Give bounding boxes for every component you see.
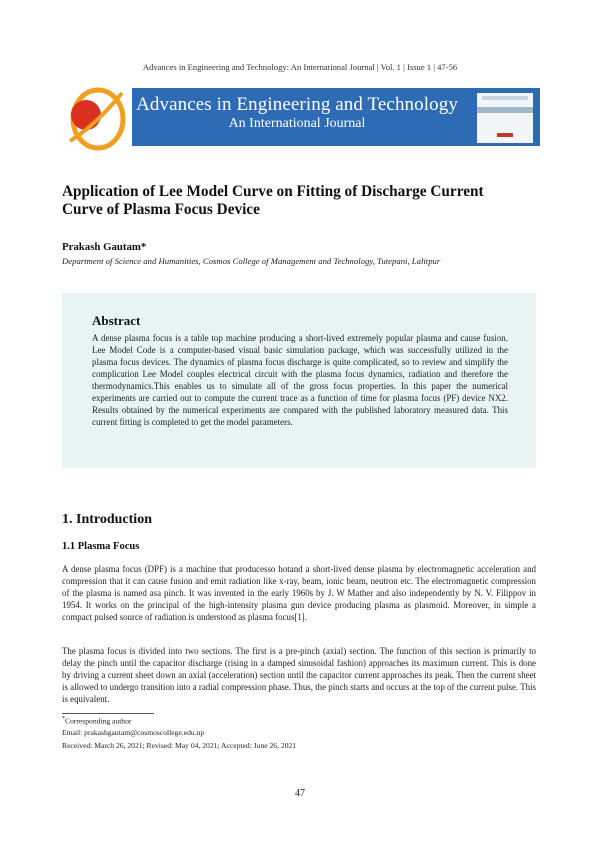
paper-title: Application of Lee Model Curve on Fitting of Discharge Current Curve of Plasma Focus Device (62, 183, 484, 218)
corresponding-author-label: Corresponding author (65, 716, 132, 726)
section-heading: 1. Introduction (62, 512, 152, 527)
journal-subtitle: An International Journal (228, 116, 366, 131)
page-number: 47 (295, 788, 305, 799)
abstract-heading: Abstract (92, 313, 141, 328)
footnote-divider (62, 713, 154, 714)
footnote-email: Email: prakashgautam@cosmoscollege.edu.np (62, 728, 205, 737)
banner-panel (132, 88, 540, 146)
abstract-box (62, 293, 536, 468)
footnote-corresponding (62, 716, 131, 726)
footnote-mark: * (62, 716, 65, 722)
journal-logo-icon (62, 81, 126, 155)
journal-title: Advances in Engineering and Technology (136, 94, 458, 115)
journal-cover-thumbnail (477, 93, 533, 143)
author-affiliation: Department of Science and Humanities, Cosmos College of Management and Technology, Tutepani, Lalitpur (62, 256, 441, 266)
abstract-text: A dense plasma focus is a table top machine producing a short-lived extremely popular plasma and cause fusion. Lee Model Code is a computer-based visual basic simulation package, which was successfully utilized in the plasma focus devices. The dynamics of plasma focus discharge is quite complicated, so to review and simplify the complication Lee Model couples electrical circuit with the plasma focus dynamics, radiation and therefore the thermodynamics.This enables us to simulate all of the gross focus properties. In this paper the numerical experiments are carried out to compute the current trace as a function of time for plasma focus (PF) device NX2. Results obtained by the numerical experiments are compared with the published laboratory measured data. This current fitting is completed to get the model parameters. (92, 333, 508, 427)
footnote-dates: Received: March 26, 2021; Revised: May 04, 2021; Accepted: June 26, 2021 (62, 741, 297, 750)
running-header: Advances in Engineering and Technology: An International Journal | Vol. 1 | Issue 1 | 47-56 (142, 62, 458, 72)
body-paragraph: The plasma focus is divided into two sections. The first is a pre-pinch (axial) section. The function of this section is primarily to delay the pinch until the capacitor discharge (rising in a damped sinusoidal fashion) approaches its maximum current. This is done by driving a current sheet down an axial (acceleration) section until the capacitor current approaches its peak. Then the current sheet is allowed to undergo transition into a radial compression phase. Thus, the pinch starts and occurs at the top of the current pulse. This is equivalent. (62, 646, 536, 705)
body-paragraph: A dense plasma focus (DPF) is a machine that producesso hotand a short-lived dense plasma by electromagnetic acceleration and compression that it can cause fusion and emit radiation like x-ray, beam, ionic beam, neutron etc. The electromagnetic compression of the plasma is named asa pinch. It was invented in the early 1960s by J. W Mather and also independently by N. V. Filippov in 1954. It works on the principal of the high-intensity plasma gun device producing plasma as plasmoid. Moreover, in simple a compact pulsed source of radiation is understood as plasma focus[1]. (62, 564, 536, 623)
subsection-heading: 1.1 Plasma Focus (62, 541, 140, 552)
author-name: Prakash Gautam* (62, 241, 147, 253)
journal-banner (62, 81, 537, 155)
